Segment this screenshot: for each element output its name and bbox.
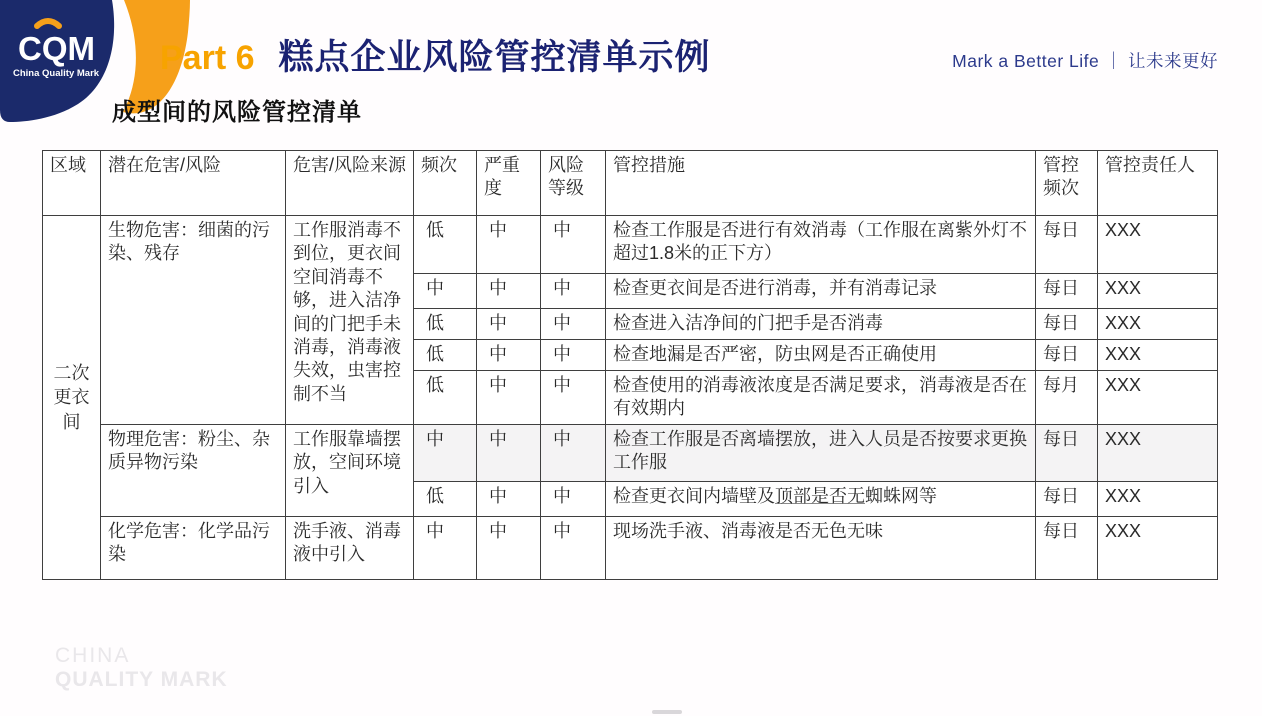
source-cell: 工作服消毒不到位，更衣间空间消毒不够，进入洁净间的门把手未消毒，消毒液失效，虫害控制不当 — [286, 216, 414, 425]
owner-cell: XXX — [1098, 481, 1218, 516]
control-frequency-cell: 每日 — [1036, 216, 1098, 274]
control-frequency-cell: 每月 — [1036, 371, 1098, 425]
frequency-cell: 中 — [414, 274, 477, 309]
risk-table-container — [42, 150, 1218, 580]
frequency-cell: 低 — [414, 216, 477, 274]
control-frequency-cell: 每日 — [1036, 274, 1098, 309]
bottom-dash — [652, 710, 682, 714]
risk-level-cell: 中 — [541, 216, 606, 274]
control-frequency-cell: 每日 — [1036, 424, 1098, 481]
owner-cell: XXX — [1098, 424, 1218, 481]
risk-level-cell: 中 — [541, 481, 606, 516]
measure-cell: 检查使用的消毒液浓度是否满足要求，消毒液是否在有效期内 — [606, 371, 1036, 425]
page-title: 糕点企业风险管控清单示例 — [278, 38, 711, 77]
frequency-cell: 低 — [414, 340, 477, 371]
frequency-cell: 低 — [414, 371, 477, 425]
risk-level-cell: 中 — [541, 424, 606, 481]
owner-cell: XXX — [1098, 309, 1218, 340]
measure-cell: 检查进入洁净间的门把手是否消毒 — [606, 309, 1036, 340]
measure-text-pre: 检查更衣间内墙壁及 — [613, 485, 775, 506]
measure-cell: 检查更衣间是否进行消毒，并有消毒记录 — [606, 274, 1036, 309]
table-header-row — [43, 151, 1218, 216]
col-header-severity: 严重度 — [477, 151, 541, 216]
control-frequency-cell: 每日 — [1036, 340, 1098, 371]
severity-cell: 中 — [477, 424, 541, 481]
hazard-cell: 物理危害：粉尘、杂质异物污染 — [101, 424, 286, 516]
logo-subtext: China Quality Mark — [13, 68, 100, 79]
col-header-measures: 管控措施 — [606, 151, 1036, 216]
risk-level-cell: 中 — [541, 274, 606, 309]
headline — [160, 30, 711, 80]
measure-cell — [606, 481, 1036, 516]
source-cell: 洗手液、消毒液中引入 — [286, 516, 414, 579]
frequency-cell: 低 — [414, 481, 477, 516]
control-frequency-cell: 每日 — [1036, 309, 1098, 340]
logo-text: CQM — [18, 30, 95, 67]
col-header-source: 危害/风险来源 — [286, 151, 414, 216]
severity-cell: 中 — [477, 274, 541, 309]
col-header-owner: 管控责任人 — [1098, 151, 1218, 216]
table-row — [43, 516, 1218, 579]
hazard-cell: 生物危害：细菌的污染、残存 — [101, 216, 286, 425]
frequency-cell: 中 — [414, 424, 477, 481]
hazard-cell: 化学危害：化学品污染 — [101, 516, 286, 579]
severity-cell: 中 — [477, 216, 541, 274]
col-header-frequency: 频次 — [414, 151, 477, 216]
severity-cell: 中 — [477, 481, 541, 516]
col-header-control-frequency: 管控频次 — [1036, 151, 1098, 216]
owner-cell: XXX — [1098, 216, 1218, 274]
source-cell: 工作服靠墙摆放，空间环境引入 — [286, 424, 414, 516]
measure-cell: 检查地漏是否严密，防虫网是否正确使用 — [606, 340, 1036, 371]
measure-text-underlined: 顶部是否无 — [775, 485, 865, 506]
owner-cell: XXX — [1098, 371, 1218, 425]
brand-tagline: Mark a Better Life ｜ 让未来更好 — [952, 51, 1218, 71]
risk-level-cell: 中 — [541, 340, 606, 371]
owner-cell: XXX — [1098, 516, 1218, 579]
severity-cell: 中 — [477, 340, 541, 371]
frequency-cell: 低 — [414, 309, 477, 340]
measure-cell: 现场洗手液、消毒液是否无色无味 — [606, 516, 1036, 579]
area-cell: 二次更衣间 — [43, 216, 101, 580]
risk-control-table — [42, 150, 1218, 580]
measure-text-post: 蜘蛛网等 — [865, 485, 937, 506]
owner-cell: XXX — [1098, 274, 1218, 309]
risk-level-cell: 中 — [541, 371, 606, 425]
owner-cell: XXX — [1098, 340, 1218, 371]
severity-cell: 中 — [477, 516, 541, 579]
control-frequency-cell: 每日 — [1036, 516, 1098, 579]
col-header-risk-level: 风险等级 — [541, 151, 606, 216]
table-row — [43, 216, 1218, 274]
watermark-line2: QUALITY MARK — [55, 668, 228, 692]
col-header-area: 区域 — [43, 151, 101, 216]
measure-cell: 检查工作服是否进行有效消毒（工作服在离紫外灯不超过1.8米的正下方） — [606, 216, 1036, 274]
part-label: Part 6 — [160, 39, 255, 77]
table-row — [43, 424, 1218, 481]
risk-level-cell: 中 — [541, 309, 606, 340]
measure-cell: 检查工作服是否离墙摆放，进入人员是否按要求更换工作服 — [606, 424, 1036, 481]
severity-cell: 中 — [477, 309, 541, 340]
frequency-cell: 中 — [414, 516, 477, 579]
severity-cell: 中 — [477, 371, 541, 425]
col-header-hazard: 潜在危害/风险 — [101, 151, 286, 216]
watermark — [55, 644, 228, 692]
section-subtitle: 成型间的风险管控清单 — [112, 99, 362, 126]
control-frequency-cell: 每日 — [1036, 481, 1098, 516]
watermark-line1: CHINA — [55, 644, 131, 667]
risk-level-cell: 中 — [541, 516, 606, 579]
